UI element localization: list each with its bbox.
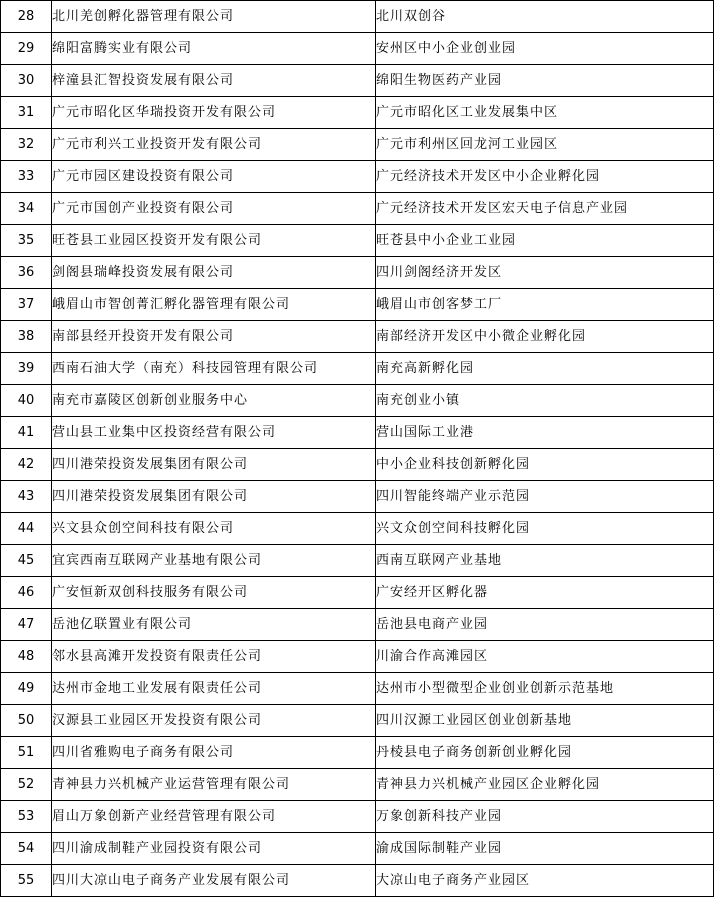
table-row (1, 673, 714, 705)
company-name-cell: 南充市嘉陵区创新创业服务中心 (52, 385, 376, 417)
row-number-cell: 36 (1, 257, 52, 289)
row-number-cell: 39 (1, 353, 52, 385)
table-row (1, 385, 714, 417)
company-name-cell: 邻水县高滩开发投资有限责任公司 (52, 641, 376, 673)
company-name-cell: 旺苍县工业园区投资开发有限公司 (52, 225, 376, 257)
row-number-cell: 28 (1, 1, 52, 33)
row-number-cell: 53 (1, 801, 52, 833)
table-row (1, 769, 714, 801)
company-name-cell: 南部县经开投资开发有限公司 (52, 321, 376, 353)
incubation-base-cell: 广元经济技术开发区宏天电子信息产业园 (376, 193, 714, 225)
incubation-base-cell: 广元市利州区回龙河工业园区 (376, 129, 714, 161)
row-number-cell: 29 (1, 33, 52, 65)
row-number-cell: 46 (1, 577, 52, 609)
company-name-cell: 广元市园区建设投资有限公司 (52, 161, 376, 193)
company-name-cell: 广元市昭化区华瑞投资开发有限公司 (52, 97, 376, 129)
incubation-base-cell: 南部经济开发区中小微企业孵化园 (376, 321, 714, 353)
company-name-cell: 眉山万象创新产业经营管理有限公司 (52, 801, 376, 833)
incubation-base-cell: 渝成国际制鞋产业园 (376, 833, 714, 865)
table-row (1, 225, 714, 257)
company-name-cell: 达州市金地工业发展有限责任公司 (52, 673, 376, 705)
incubation-base-cell: 四川汉源工业园区创业创新基地 (376, 705, 714, 737)
incubation-base-cell: 广元市昭化区工业发展集中区 (376, 97, 714, 129)
row-number-cell: 35 (1, 225, 52, 257)
incubation-base-cell: 川渝合作高滩园区 (376, 641, 714, 673)
table-row (1, 1, 714, 33)
incubation-base-cell: 绵阳生物医药产业园 (376, 65, 714, 97)
incubation-base-cell: 兴文众创空间科技孵化园 (376, 513, 714, 545)
row-number-cell: 50 (1, 705, 52, 737)
company-name-cell: 兴文县众创空间科技有限公司 (52, 513, 376, 545)
table-row (1, 65, 714, 97)
incubation-base-cell: 北川双创谷 (376, 1, 714, 33)
row-number-cell: 48 (1, 641, 52, 673)
row-number-cell: 42 (1, 449, 52, 481)
company-name-cell: 广元市国创产业投资有限公司 (52, 193, 376, 225)
row-number-cell: 31 (1, 97, 52, 129)
table-row (1, 257, 714, 289)
company-name-cell: 四川港荣投资发展集团有限公司 (52, 481, 376, 513)
table-row (1, 353, 714, 385)
row-number-cell: 52 (1, 769, 52, 801)
table-row (1, 865, 714, 897)
incubation-base-cell: 峨眉山市创客梦工厂 (376, 289, 714, 321)
table-row (1, 513, 714, 545)
incubation-base-cell: 中小企业科技创新孵化园 (376, 449, 714, 481)
company-name-cell: 青神县力兴机械产业运营管理有限公司 (52, 769, 376, 801)
row-number-cell: 47 (1, 609, 52, 641)
company-name-cell: 梓潼县汇智投资发展有限公司 (52, 65, 376, 97)
incubation-base-cell: 青神县力兴机械产业园区企业孵化园 (376, 769, 714, 801)
table-body (1, 1, 714, 897)
table-row (1, 321, 714, 353)
table-row (1, 705, 714, 737)
incubation-base-cell: 营山国际工业港 (376, 417, 714, 449)
incubation-base-cell: 旺苍县中小企业工业园 (376, 225, 714, 257)
table-row (1, 193, 714, 225)
table-row (1, 129, 714, 161)
company-name-cell: 北川羌创孵化器管理有限公司 (52, 1, 376, 33)
company-name-cell: 汉源县工业园区开发投资有限公司 (52, 705, 376, 737)
incubation-base-cell: 丹棱县电子商务创新创业孵化园 (376, 737, 714, 769)
company-name-cell: 剑阁县瑞峰投资发展有限公司 (52, 257, 376, 289)
row-number-cell: 45 (1, 545, 52, 577)
incubation-base-cell: 南充创业小镇 (376, 385, 714, 417)
row-number-cell: 55 (1, 865, 52, 897)
row-number-cell: 30 (1, 65, 52, 97)
company-name-cell: 宜宾西南互联网产业基地有限公司 (52, 545, 376, 577)
table-row (1, 801, 714, 833)
company-name-cell: 广元市利兴工业投资开发有限公司 (52, 129, 376, 161)
incubation-base-cell: 达州市小型微型企业创业创新示范基地 (376, 673, 714, 705)
table-row (1, 577, 714, 609)
company-name-cell: 四川大凉山电子商务产业发展有限公司 (52, 865, 376, 897)
table-row (1, 545, 714, 577)
company-name-cell: 西南石油大学（南充）科技园管理有限公司 (52, 353, 376, 385)
company-name-cell: 四川省雅购电子商务有限公司 (52, 737, 376, 769)
table-row (1, 737, 714, 769)
table-row (1, 609, 714, 641)
row-number-cell: 54 (1, 833, 52, 865)
incubation-base-cell: 西南互联网产业基地 (376, 545, 714, 577)
row-number-cell: 37 (1, 289, 52, 321)
company-name-cell: 四川港荣投资发展集团有限公司 (52, 449, 376, 481)
table-row (1, 641, 714, 673)
incubation-base-cell: 大凉山电子商务产业园区 (376, 865, 714, 897)
row-number-cell: 43 (1, 481, 52, 513)
table-row (1, 161, 714, 193)
company-name-cell: 峨眉山市智创菁汇孵化器管理有限公司 (52, 289, 376, 321)
row-number-cell: 41 (1, 417, 52, 449)
company-name-cell: 岳池亿联置业有限公司 (52, 609, 376, 641)
incubation-base-cell: 岳池县电商产业园 (376, 609, 714, 641)
incubation-base-cell: 广安经开区孵化器 (376, 577, 714, 609)
incubation-base-cell: 四川智能终端产业示范园 (376, 481, 714, 513)
table-row (1, 417, 714, 449)
incubation-base-cell: 安州区中小企业创业园 (376, 33, 714, 65)
company-name-cell: 广安恒新双创科技服务有限公司 (52, 577, 376, 609)
table-row (1, 289, 714, 321)
row-number-cell: 49 (1, 673, 52, 705)
row-number-cell: 40 (1, 385, 52, 417)
incubation-base-cell: 广元经济技术开发区中小企业孵化园 (376, 161, 714, 193)
table-row (1, 833, 714, 865)
incubation-base-cell: 南充高新孵化园 (376, 353, 714, 385)
incubation-base-cell: 万象创新科技产业园 (376, 801, 714, 833)
incubation-base-cell: 四川剑阁经济开发区 (376, 257, 714, 289)
row-number-cell: 32 (1, 129, 52, 161)
table-row (1, 33, 714, 65)
table-row (1, 481, 714, 513)
company-name-cell: 绵阳富腾实业有限公司 (52, 33, 376, 65)
row-number-cell: 44 (1, 513, 52, 545)
table-row (1, 97, 714, 129)
company-name-cell: 营山县工业集中区投资经营有限公司 (52, 417, 376, 449)
company-name-cell: 四川渝成制鞋产业园投资有限公司 (52, 833, 376, 865)
row-number-cell: 51 (1, 737, 52, 769)
row-number-cell: 38 (1, 321, 52, 353)
row-number-cell: 33 (1, 161, 52, 193)
table-row (1, 449, 714, 481)
row-number-cell: 34 (1, 193, 52, 225)
